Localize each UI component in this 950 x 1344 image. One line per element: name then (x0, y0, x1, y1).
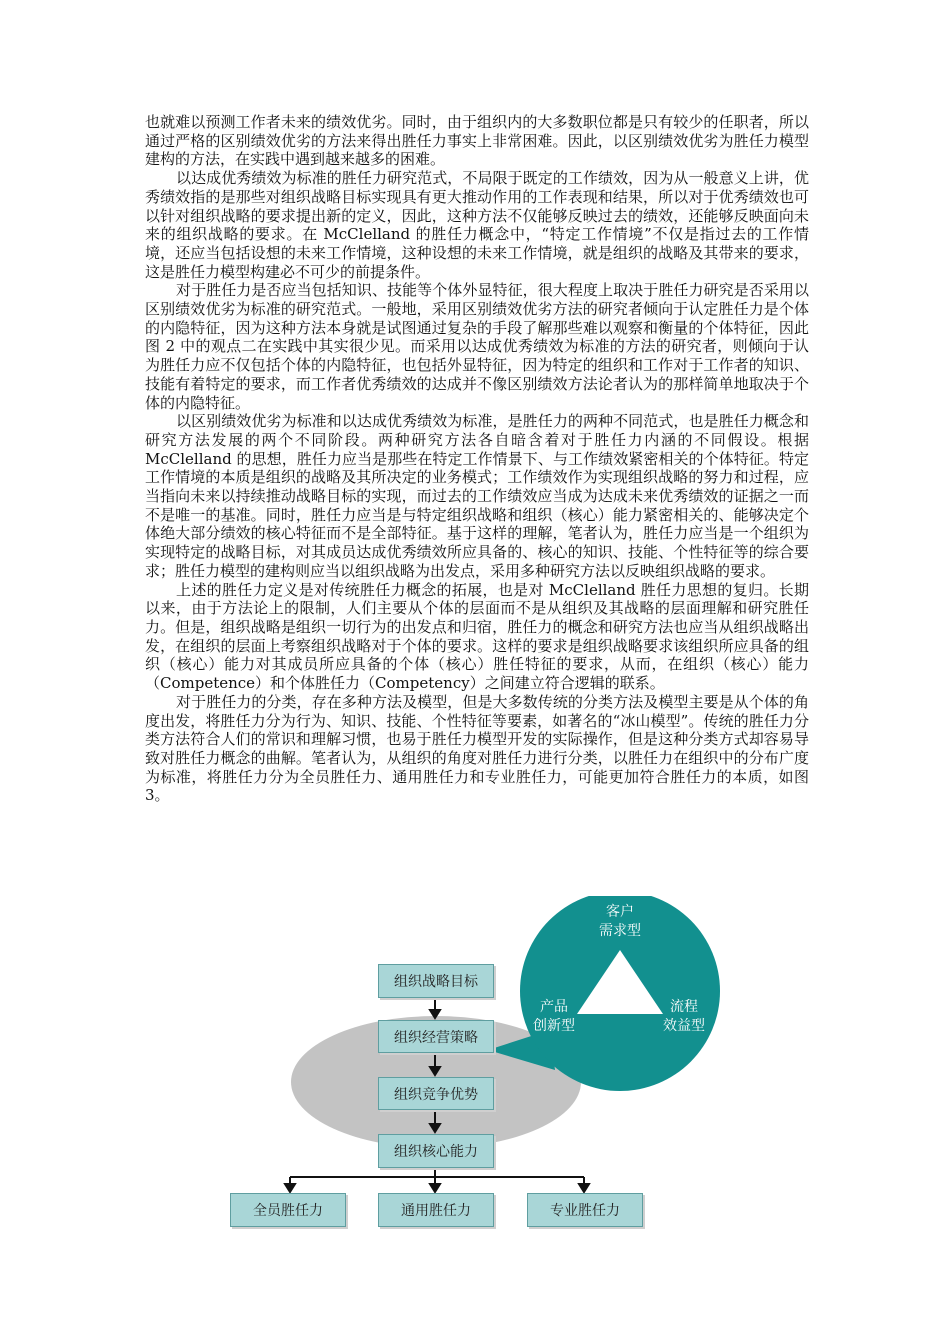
general-competency-box: 通用胜任力 (378, 1193, 494, 1227)
label-line: 客户 (606, 904, 634, 920)
all-staff-competency-box: 全员胜任力 (230, 1193, 346, 1227)
paragraph: 对于胜任力的分类，存在多种方法及模型，但是大多数传统的分类方法及模型主要是从个体的角度出发，将胜任力分为行为、知识、技能、个性特征等要素，如著名的“冰山模型”。传统的胜任力分类方法符合人们的常识和理解习惯，也易于胜任力模型开发的实际操作，但是这种分类方式却容易导致对胜任力概念的曲解。笔者认为，从组织的角度对胜任力进行分类，以胜任力在组织中的分布广度为标准，将胜任力分为全员胜任力、通用胜任力和专业胜任力，可能更加符合胜任力的本质，如图 3。 (145, 692, 809, 805)
customer-demand-label (590, 903, 650, 941)
body-text (145, 113, 809, 805)
paragraph: 也就难以预测工作者未来的绩效优劣。同时，由于组织内的大多数职位都是只有较少的任职者，所以通过严格的区别绩效优劣的方法来得出胜任力事实上非常困难。因此，以区别绩效优劣为胜任力模型建构的方法，在实践中遇到越来越多的困难。 (145, 113, 809, 169)
label-line: 流程 (670, 999, 698, 1015)
label-line: 需求型 (599, 923, 641, 939)
paragraph: 上述的胜任力定义是对传统胜任力概念的拓展，也是对 McClelland 胜任力思想的复归。长期以来，由于方法论上的限制，人们主要从个体的层面而不是从组织及其战略的层面理解和研究胜任力。但是，组织战略是组织一切行为的出发点和归宿，胜任力的概念和研究方法也应当从组织战略出发，在组织的层面上考察组织战略对于个体的要求。这样的要求是组织战略要求该组织所应具备的组织（核心）能力对其成员所应具备的个体（核心）胜任特征的要求，从而，在组织（核心）能力（Competence）和个体胜任力（Competency）之间建立符合逻辑的联系。 (145, 580, 809, 693)
strategy-goal-box: 组织战略目标 (378, 964, 494, 998)
paragraph: 对于胜任力是否应当包括知识、技能等个体外显特征，很大程度上取决于胜任力研究是否采用以区别绩效优劣为标准的研究范式。一般地，采用区别绩效优劣方法的研究者倾向于认定胜任力是个体的内隐特征，因为这种方法本身就是试图通过复杂的手段了解那些难以观察和衡量的个体特征，因此图 2 中的观点二在实践中其实很少见。而采用以达成优秀绩效为标准的方法的研究者，则倾向于认为胜任力应不仅包括个体的内隐特征，也包括外显特征，因为特定的组织和工作对于工作者的知识、技能有着特定的要求，而工作者优秀绩效的达成并不像区别绩效方法论者认为的那样简单地取决于个体的内隐特征。 (145, 281, 809, 412)
branch-connector (285, 1168, 589, 1192)
paragraph: 以达成优秀绩效为标准的胜任力研究范式，不局限于既定的工作绩效，因为从一般意义上讲，优秀绩效指的是那些对组织战略目标实现具有更大推动作用的工作表现和结果，所以对于优秀绩效也可以针对组织战略的要求提出新的定义，因此，这种方法不仅能够反映过去的绩效，还能够反映面向未来的组织战略的要求。在 McClelland 的胜任力概念中，“特定工作情境”不仅是指过去的工作情境，还应当包括设想的未来工作情境，这种设想的未来工作情境，就是组织的战略及其带来的要求，这是胜任力模型构建必不可少的前提条件。 (145, 169, 809, 281)
competitive-advantage-box: 组织竞争优势 (378, 1077, 494, 1110)
professional-competency-box: 专业胜任力 (527, 1193, 643, 1227)
label-line: 创新型 (533, 1018, 575, 1034)
label-line: 效益型 (663, 1018, 705, 1034)
product-innovation-label (524, 998, 584, 1036)
diagram-shapes (220, 896, 740, 1236)
label-line: 产品 (540, 999, 568, 1015)
process-efficiency-label (654, 998, 714, 1036)
business-strategy-box: 组织经营策略 (378, 1020, 494, 1053)
core-competence-box: 组织核心能力 (378, 1134, 494, 1168)
paragraph: 以区别绩效优劣为标准和以达成优秀绩效为标准，是胜任力的两种不同范式，也是胜任力概念和研究方法发展的两个不同阶段。两种研究方法各自暗含着对于胜任力内涵的不同假设。根据 McClelland 的思想，胜任力应当是那些在特定工作情景下、与工作绩效紧密相关的个体特征。特定工作情境的本质是组织的战略及其所决定的业务模式；工作绩效作为实现组织战略的努力和过程，应当指向未来以持续推动战略目标的实现，而过去的工作绩效应当成为达成未来优秀绩效的证据之一而不是唯一的基准。同时，胜任力应当是与特定组织战略和组织（核心）能力紧密相关的、能够决定个体绝大部分绩效的核心特征而不是全部特征。基于这样的理解，笔者认为，胜任力应当是一个组织为实现特定的战略目标，对其成员达成优秀绩效所应具备的、核心的知识、技能、个性特征等的综合要求；胜任力模型的建构则应当以组织战略为出发点，采用多种研究方法以反映组织战略的要求。 (145, 412, 809, 580)
figure-3-diagram (220, 896, 740, 1236)
